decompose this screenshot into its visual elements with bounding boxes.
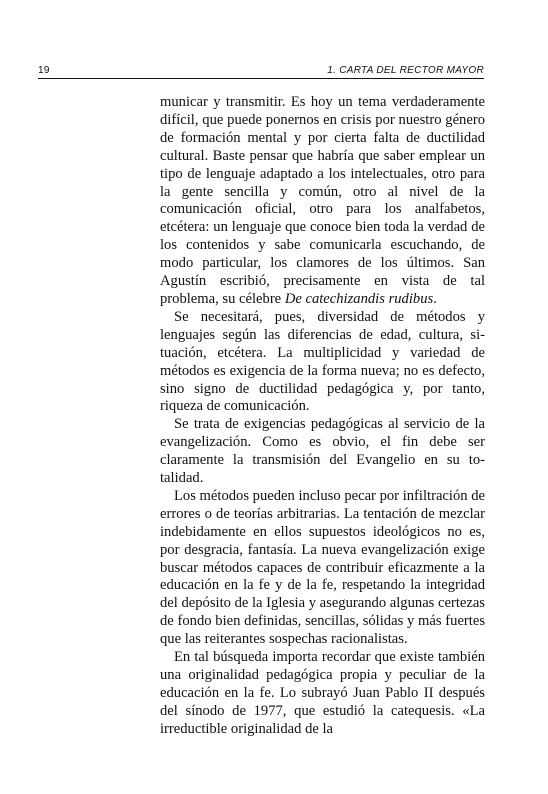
paragraph-4: Los métodos pueden incluso pecar por infiltración de errores o de teorías arbitrarias. La tentación de mezclar indebidamente en ellos supuestos ideológicos no es, por desgracia, fantasía. La nueva evangelización exige buscar métodos capaces de contribuir eficazmente a la educación en la fe y de la fe, respetando la integridad del depósito de la Iglesia y asegurando algunas certezas de fondo bien definidas, sencillas, sólidas y más fuertes que las reiterantes sospechas racionalistas.	[160, 487, 485, 648]
paragraph-3: Se trata de exigencias pedagógicas al servicio de la evangelización. Como es obvio, el fin debe ser claramente la transmisión del Evangelio en su totalidad.	[160, 416, 485, 487]
page-number: 19	[38, 65, 50, 76]
work-title: De catechizandis rudibus	[284, 290, 434, 307]
body-text	[160, 94, 485, 739]
header-rule	[38, 78, 484, 79]
paragraph-1	[160, 94, 485, 309]
running-head	[38, 64, 484, 78]
paragraph-1-end: .	[433, 290, 437, 307]
chapter-title: 1. CARTA DEL RECTOR MAYOR	[327, 65, 484, 76]
paragraph-1-text: municar y transmitir. Es hoy un tema verdaderamente difícil, que puede ponernos en crisis por nuestro género de formación mental y por cierta falta de ductilidad cultural. Baste pensar que habría que saber emplear un tipo de lenguaje adaptado a los intelectuales, otro para la gente sencilla y común, otro al nivel de la comunicación oficial, otro para los analfabetos, etcétera: un lenguaje que conoce bien toda la verdad de los contenidos y sabe comunicarla escuchando, de modo particular, los clamores de los últimos. San Agustín escribió, precisamente en vista de tal problema, su célebre	[160, 94, 485, 307]
paragraph-5: En tal búsqueda importa recordar que existe también una originalidad pedagógica propia y peculiar de la educación en la fe. Lo subrayó Juan Pablo II después del sínodo de 1977, que estudió la catequesis. «La irreductible originalidad de la	[160, 649, 485, 737]
paragraph-2: Se necesitará, pues, diversidad de métodos y lenguajes según las diferencias de edad, cultura, situación, etcétera. La multiplicidad y variedad de métodos es exigencia de la forma nueva; no es defecto, sino signo de ductilidad pedagógica y, por tanto, riqueza de comunicación.	[160, 308, 485, 415]
